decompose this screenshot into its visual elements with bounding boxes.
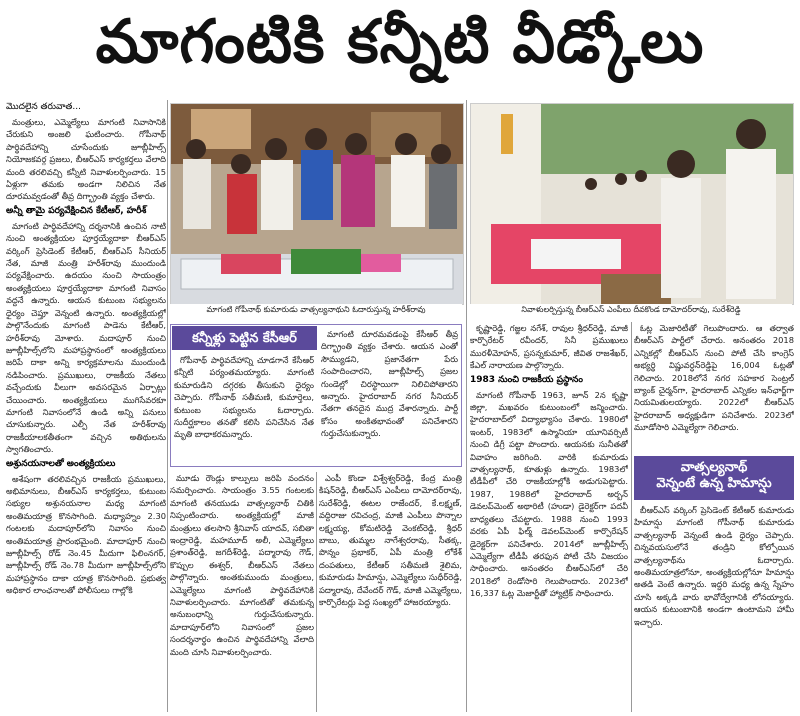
paragraph: ఓట్ల మెజారిటీతో గెలుపొందారు. ఆ తర్వాత బీఆర్‌ఎస్ పార్టీలో చేరారు. అనంతరం 2018 ఎన్నికల్లో బీఆర్‌ఎస్ నుంచి పోటీ చేసి కాంగ్రెస్ అభ్యర్థి విష్ణువర్ధన్‌రెడ్డిపై 16,004 ఓట్లతో గెలిచారు. 2018లోనే నగర సహకార సెంట్రల్ బ్యాంక్ చైర్మన్‌గా, హైదరాబాద్ ఎన్నికల ఇన్‌ఛార్జ్‌గా నియమితులయ్యారు. 2022లో బీఆర్‌ఎస్ హైదరాబాద్ అధ్యక్షుడిగా పనిచేశారు. 2023లో మూడోసారి ఎమ్మెల్యేగా గెలిచారు. bbox=[634, 323, 794, 433]
paragraph: మంత్రులు, ఎమ్మెల్యేలు మాగంటి నివాసానికి చేరుకుని అంజలి ఘటించారు. గోపీనాథ్ పార్థివదేహాన్ని చూసేందుకు జూబ్లీహిల్స్ నియోజకవర్గ ప్రజలు, బీఆర్‌ఎస్ కార్యకర్తలు వేలాది మంది తరలివచ్చి కన్నీటి నివాళులర్పించారు. 15 ఏళ్లుగా తమకు అండగా నిలిచిన నేత దూరమవ్వడంతో తీవ్ర దిగ్భ్రాంతి వ్యక్తం చేశారు. bbox=[6, 117, 166, 202]
paragraph: మాగంటి పార్థివదేహాన్ని దర్శనానికి ఉంచిన నాటి నుంచి అంత్యక్రియల పూర్తయ్యేదాకా బీఆర్‌ఎస్ వర్కింగ్ ప్రెసిడెంట్ కేటీఆర్, బీఆర్‌ఎస్ సీనియర్ నేత, మాజీ మంత్రి హరీశ్‌రావు ముందుండి పర్యవేక్షించారు. ఉదయం నుంచి సాయంత్రం అంత్యక్రియలు పూర్తయ్యేదాకా మాగంటి నివాసం వద్దనే ఉన్నారు. ఆయన కుటుంబ సభ్యులను ధైర్యం చెప్తూ వెన్నంటి ఉన్నారు. అంత్యక్రియల్లో పాల్గొనేందుకు మాగంటి పాడెను కేటీఆర్, హరీశ్‌రావు మోశారు. మదాపూర్ నుంచి జూబ్లీహిల్స్‌లోని మహాప్రస్థానంలో అంత్యక్రియలు జరిపే దాకా అన్ని కార్యక్రమాలను ముందుండి నడిపించారు. ప్రముఖులు, రాజకీయ నేతలు వచ్చేందుకు వీలుగా అవసరమైన ఏర్పాట్లు చేయించారు. అంత్యక్రియలు ముగిసేవరకూ మాగంటి నివాసంలోనే ఉండి అన్ని పనులు చూసుకున్నారు. ఎల్పీ నేత హరీశ్‌రావు రాజకీయాలకతీతంగా వచ్చిన అతిథులను స్వాగతించారు. bbox=[6, 220, 166, 455]
photo-caption: మాగంటి గోపీనాథ్ కుమారుడు వాత్సల్యనాథుని ఓదారుస్తున్న హరీశ్‌రావు bbox=[170, 304, 462, 318]
column-middle bbox=[170, 472, 314, 712]
photo-caption: నివాళులర్పిస్తున్న బీఆర్‌ఎస్ ఎంపీలు దీవకొండ దామోదర్‌రావు, సురేశ్‌రెడ్డి bbox=[470, 304, 792, 318]
column-left bbox=[6, 100, 166, 712]
subheading: 1983 నుంచి రాజకీయ ప్రస్థానం bbox=[470, 374, 583, 385]
paragraph: మూడు రౌండ్లు కాల్పులు జరిపి వందనం సమర్పించారు. సాయంత్రం 3.55 గంటలకు మాగంటి తనయుడు వాత్సల్యనాథ్ చితికి నిప్పంటించారు. అంత్యక్రియల్లో మాజీ మంత్రులు తలసాని శ్రీనివాస్ యాదవ్, సబితా ఇంద్రారెడ్డి, మహమూద్ అలీ, ఎమ్మెల్యేలు ప్రశాంత్‌రెడ్డి, జగదీశ్‌రెడ్డి, పద్మారావు గౌడ్, కొప్పుల ఈశ్వర్, బీఆర్‌ఎస్ నేతలు పాల్గొన్నారు. అంతకుముందు మంత్రులు, ఎమ్మెల్యేలు మాగంటి పార్థివదేహానికి నివాళులర్పించారు. మాగంటితో తమకున్న అనుబంధాన్ని గుర్తుచేసుకున్నారు. మాదాపూర్‌లోని నివాసంలో ప్రజల సందర్శనార్థం ఉంచిన పార్థివదేహాన్ని వేలాది మంది చూసి నివాళులర్పించారు. bbox=[170, 473, 314, 657]
callout-line: వెన్నంటే ఉన్న హిమాన్షు bbox=[656, 476, 772, 491]
kcr-story-left bbox=[174, 354, 314, 464]
callout-line: వాత్సల్యనాథ్ bbox=[680, 460, 748, 475]
column-divider bbox=[167, 100, 168, 712]
paragraph: ఎంపీ కొండా విశ్వేశ్వర్‌రెడ్డి, కేంద్ర మంత్రి కిషన్‌రెడ్డి, బీఆర్‌ఎస్ ఎంపీలు దామోదర్‌రావు, సురేశ్‌రెడ్డి, ఈటల రాజేందర్, కే.లక్ష్మణ్, వద్దిరాజు రవిచంద్ర, మాజీ ఎంపీలు పొన్నాల లక్ష్మయ్య, కోమటిరెడ్డి వెంకట్‌రెడ్డి, శ్రీధర్ బాబు, తుమ్మల నాగేశ్వరరావు, సీతక్క, పొన్నం ప్రభాకర్, ఏపీ మంత్రి లోకేశ్ దంపతులు, కేటీఆర్ సతీమణి శైలిమ, కుమారుడు హిమాన్షు, ఎమ్మెల్యేలు సుధీర్‌రెడ్డి, పద్మారావు, దేవేందర్ గౌడ్, మాజీ ఎమ్మెల్యేలు, కార్పొరేటర్లు పెద్ద సంఖ్యలో హాజరయ్యారు. bbox=[319, 473, 462, 608]
column-divider bbox=[466, 100, 467, 712]
kicker: మొదలైన తరువాత... bbox=[6, 102, 82, 112]
kcr-callout-heading bbox=[172, 326, 317, 350]
paragraph: కృష్ణారెడ్డి, గజ్జల నగేశ్, రావుల శ్రీధర్‌రెడ్డి, మాజీ కార్పొరేటర్ రవీందర్, సినీ ప్రముఖులు మురళీమోహన్, ప్రసన్నకుమార్, జీవిత రాజశేఖర్, కేఎల్ నారాయణ పాల్గొన్నారు. bbox=[470, 323, 628, 371]
photo-illustration bbox=[171, 104, 463, 304]
column-right bbox=[634, 322, 794, 452]
column-divider bbox=[631, 322, 632, 712]
paragraph: మాగంటి దూరమవడంపై కేసీఆర్ తీవ్ర దిగ్భ్రాంతి వ్యక్తం చేశారు. ఆయన ఎంతో సౌమ్యుడని, ప్రజానేతగా పేరు సంపాదించారని, జూబ్లీహిల్స్ ప్రజల గుండెల్లో చిరస్థాయిగా నిలిచిపోతారని అన్నారు. హైదరాబాద్ నగర సీనియర్ నేతగా తనదైన ముద్ర వేశారన్నారు. పార్టీ కోసం అంకితభావంతో పనిచేశారని గుర్తుచేసుకున్నారు. bbox=[321, 329, 458, 439]
paragraph: గోపీనాథ్ పార్థివదేహాన్ని చూడగానే కేసీఆర్ కన్నీటి పర్యంతమయ్యారు. మాగంటి కుమారుడిని దగ్గరకు తీసుకుని ధైర్యం చెప్పారు. గోపీనాథ్ సతీమణి, కుమార్తెలు, కుటుంబ సభ్యులను ఓదార్చారు. సుదీర్ఘకాలం తనతో కలిసి పనిచేసిన నేత మృతి బాధాకరమన్నారు. bbox=[174, 355, 314, 440]
column-right-lower bbox=[634, 504, 794, 712]
column-middle-right bbox=[319, 472, 462, 712]
paragraph: అశేషంగా తరలివచ్చిన రాజకీయ ప్రముఖులు, అభిమానులు, బీఆర్‌ఎస్ కార్యకర్తలు, కుటుంబ సభ్యుల అశ్రునయనాల మధ్య మాగంటి అంతిమయాత్ర కొనసాగింది. మధ్యాహ్నం 2.30 గంటలకు మదాపూర్‌లోని నివాసం నుంచి అంతిమయాత్ర ప్రారంభమైంది. మాదాపూర్ నుంచి జూబ్లీహిల్స్ రోడ్ నెం.45 మీదుగా ఫిలింనగర్, జూబ్లీహిల్స్ రోడ్ నెం.78 మీదుగా జూబ్లీహిల్స్‌లోని మహాప్రస్థానం దాకా యాత్ర కొనసాగింది. ప్రభుత్వ అధికార లాంఛనాలతో పోలీసులు గాల్లోకి bbox=[6, 473, 166, 596]
photo-mps-tribute bbox=[470, 103, 794, 305]
headline: మాగంటికి కన్నీటి వీడ్కోలు bbox=[95, 7, 705, 77]
column-career bbox=[470, 322, 628, 712]
column-divider bbox=[316, 472, 317, 712]
subheading: అన్నీ తామై పర్యవేక్షించిన కేటీఆర్, హరీశ్ bbox=[6, 205, 147, 216]
paragraph: మాగంటి గోపీనాథ్ 1963, జూన్ 2న కృష్ణా జిల్లా, మఖవరం కుటుంబంలో జన్మించారు. హైదరాబాద్‌లో విద్యాభ్యాసం చేశారు. 1980లో ఇంటర్, 1983లో ఉస్మానియా యూనివర్సిటీ నుంచి డిగ్రీ పట్టా పొందారు. ఆయనకు సునీతతో వివాహం జరిగింది. వారికి కుమారుడు వాత్సల్యనాథ్, కూతుళ్లు ఉన్నారు. 1983లో టీడీపీలో చేరి రాజకీయాల్లోకి అడుగుపెట్టారు. 1987, 1988లో హైదరాబాద్ అర్బన్ డెవలప్‌మెంట్ అథారిటీ (హుడా) డైరెక్టర్‌గా పదవీ బాధ్యతలు చేపట్టారు. 1988 నుంచి 1993 వరకు ఏపీ ఫిల్మ్ డెవలప్‌మెంట్ కార్పొరేషన్ డైరెక్టర్‌గా పనిచేశారు. 2014లో జూబ్లీహిల్స్ ఎమ్మెల్యేగా టీడీపీ తరఫున పోటీ చేసి విజయం సాధించారు. అనంతరం బీఆర్‌ఎస్‌లో చేరి 2018లో రెండోసారి గెలుపొందారు. 2023లో 16,337 ఓట్ల మెజార్టీతో హ్యాట్రిక్ సాధించారు. bbox=[470, 389, 628, 599]
photo-family-mourning bbox=[170, 103, 464, 305]
photo-illustration bbox=[471, 104, 793, 304]
himanshu-callout-heading bbox=[634, 456, 794, 500]
kcr-story-right bbox=[321, 328, 458, 464]
paragraph: బీఆర్‌ఎస్ వర్కింగ్ ప్రెసిడెంట్ కేటీఆర్ కుమారుడు హిమాన్షు మాగంటి గోపీనాథ్ కుమారుడు వాత్సల్యనాథ్ వెన్నంటే ఉండి ధైర్యం చెప్పారు. చిన్నవయసులోనే తండ్రిని కోల్పోయిన వాత్సల్యనాథ్‌ను ఓదార్చారు. అంతిమయాత్రలోనూ, అంత్యక్రియల్లోనూ హిమాన్షు అతడి వెంటే ఉన్నారు. ఇద్దరి మధ్య ఉన్న స్నేహం చూసి అక్కడి వారు భావోద్వేగానికి లోనయ్యారు. ఆయన కుటుంబానికి అండగా ఉంటామని హామీ ఇచ్చారు. bbox=[634, 505, 794, 627]
subheading: అశ్రునయనాలతో అంత్యక్రియలు bbox=[6, 458, 116, 469]
callout-title: కన్నీళ్లు పెట్టిన కేసీఆర్ bbox=[192, 331, 297, 346]
